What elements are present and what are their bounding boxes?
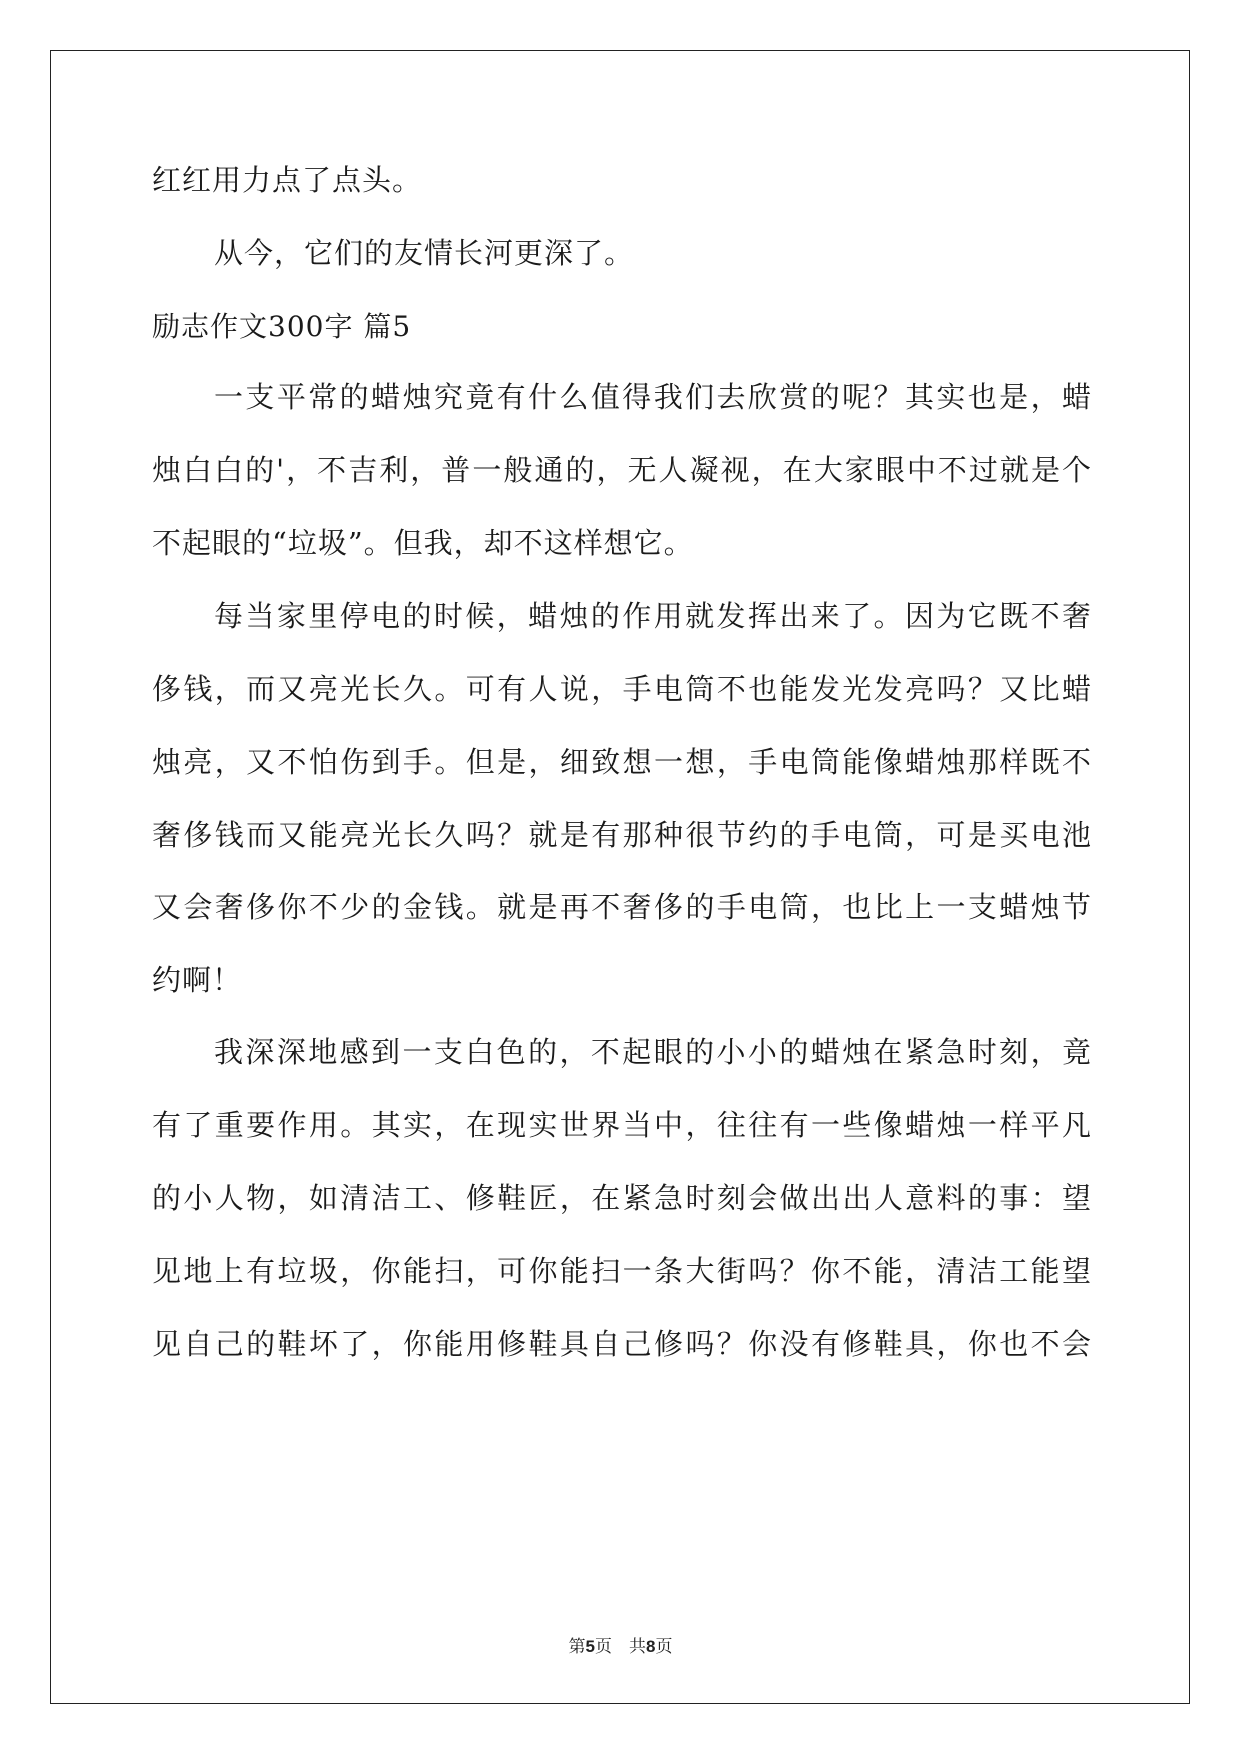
paragraph-3-line-2: 有了重要作用。其实，在现实世界当中，往往有一些像蜡烛一样平凡 bbox=[152, 1108, 1092, 1142]
paragraph-3-line-1: 我深深地感到一支白色的，不起眼的小小的蜡烛在紧急时刻，竟 bbox=[214, 1035, 1092, 1069]
paragraph-3-line-3: 的小人物，如清洁工、修鞋匠，在紧急时刻会做出出人意料的事：望 bbox=[152, 1181, 1092, 1215]
paragraph-2-line-1: 每当家里停电的时候，蜡烛的作用就发挥出来了。因为它既不奢 bbox=[214, 599, 1092, 633]
paragraph-1-line-1: 一支平常的蜡烛究竟有什么值得我们去欣赏的呢？其实也是，蜡 bbox=[214, 380, 1092, 414]
paragraph-3-line-5: 见自己的鞋坏了，你能用修鞋具自己修吗？你没有修鞋具，你也不会 bbox=[152, 1327, 1092, 1361]
page-border bbox=[50, 50, 1190, 1704]
section-heading: 励志作文300字 篇5 bbox=[152, 310, 412, 343]
paragraph-1-line-2: 烛白白的'，不吉利，普一般通的，无人凝视，在大家眼中不过就是个 bbox=[152, 453, 1092, 487]
page-footer bbox=[0, 1632, 1241, 1657]
text-line-1: 红红用力点了点头。 bbox=[152, 163, 423, 197]
paragraph-2-line-4: 奢侈钱而又能亮光长久吗？就是有那种很节约的手电筒，可是买电池 bbox=[152, 818, 1092, 852]
paragraph-2-line-6: 约啊！ bbox=[152, 963, 243, 997]
paragraph-1-line-3: 不起眼的“垃圾”。但我，却不这样想它。 bbox=[152, 526, 694, 560]
footer-suffix: 页 bbox=[655, 1637, 673, 1657]
text-line-2: 从今，它们的友情长河更深了。 bbox=[214, 236, 635, 270]
footer-middle: 页 共 bbox=[595, 1637, 646, 1657]
footer-page-number: 5 bbox=[585, 1637, 595, 1656]
paragraph-2-line-3: 烛亮，又不怕伤到手。但是，细致想一想，手电筒能像蜡烛那样既不 bbox=[152, 745, 1092, 779]
paragraph-2-line-2: 侈钱，而又亮光长久。可有人说，手电筒不也能发光发亮吗？又比蜡 bbox=[152, 672, 1092, 706]
footer-total-pages: 8 bbox=[646, 1637, 656, 1656]
paragraph-3-line-4: 见地上有垃圾，你能扫，可你能扫一条大街吗？你不能，清洁工能望 bbox=[152, 1254, 1092, 1288]
footer-prefix: 第 bbox=[568, 1637, 586, 1657]
paragraph-2-line-5: 又会奢侈你不少的金钱。就是再不奢侈的手电筒，也比上一支蜡烛节 bbox=[152, 890, 1092, 924]
